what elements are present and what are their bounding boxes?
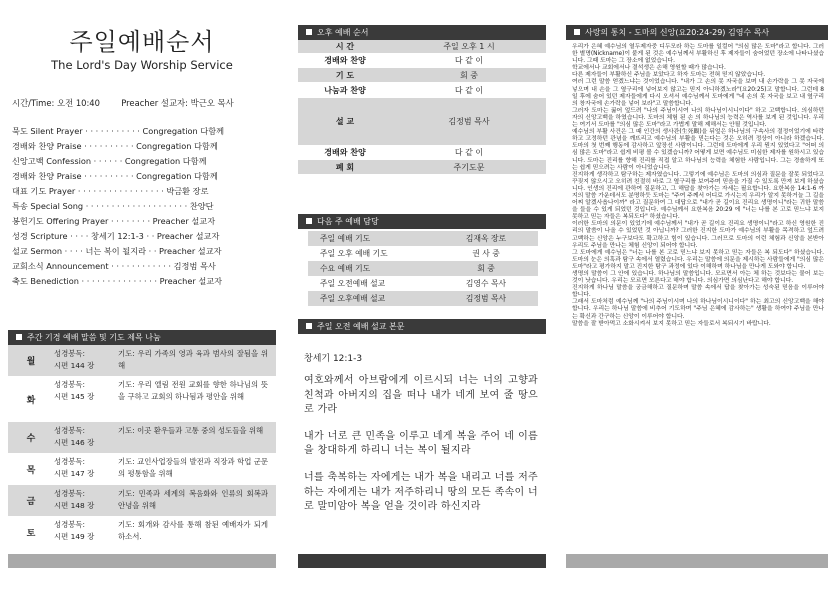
prayer-topic: 기도: 우리 엘림 전원 교회를 향한 하나님의 뜻을 구하고 교회의 하나됨과 평안을 위해 <box>118 380 268 401</box>
prayer-row <box>8 376 276 422</box>
square-bullet-icon <box>306 323 312 329</box>
reading-label: 성경봉독: <box>54 349 86 358</box>
order-item: 설교 Sermon · · · · 너는 복이 될지라 · · Preacher 설교자 <box>12 246 222 256</box>
next-week-value: 김재옥 장로 <box>465 234 507 243</box>
next-week-header <box>298 214 546 229</box>
afternoon-schedule-table <box>298 40 546 175</box>
footer-bar <box>298 554 546 568</box>
schedule-value: 회 중 <box>460 70 478 80</box>
meditation-paragraph: 말씀을 잘 받아먹고 소화시켜서 보지 못하고 믿는 자들로서 복되시기 바랍니다. <box>572 320 771 327</box>
prayer-row <box>8 422 276 453</box>
prayer-day: 월 <box>26 357 36 367</box>
reading-chapter: 시편 146 장 <box>54 438 95 447</box>
schedule-value: 다 같 이 <box>454 148 484 157</box>
prayer-row <box>8 345 276 376</box>
next-week-row <box>308 276 538 291</box>
worship-order-list <box>12 124 266 289</box>
afternoon-schedule-header <box>298 25 546 40</box>
square-bullet-icon <box>306 29 312 35</box>
prayer-row <box>8 485 276 516</box>
meditation-paragraph: 여러 그런 말씀 얻겠느냐는 것이었습니다. "내가 그 손의 못 자국을 보며 내 손가락을 그 못 자국에 넣으며 내 손을 그 옆구리에 넣어보지 않고는 믿지 아니하겠노라"(요20:25)고 말합니다. 그런데 8일 후에 숨어 있던 제자들에게 다시 오셔서 예수님께서 도마에게 "네 손의 못 자국을 보고 내 옆구리의 창자국에 손가락을 넣어 보라"고 말씀합니다. <box>572 79 824 107</box>
verse-paragraph: 여호와께서 아브람에게 이르시되 너는 너의 고향과 친척과 아버지의 집을 떠나 내가 네게 보여 줄 땅으로 가라 <box>304 375 538 416</box>
meditation-paragraph: 진지하게 생각하고 탐구하는 제자였습니다. 그렇기에 예수님은 도마의 의심과 질문을 잘못 되었다고 꾸짖지 않으시고 오히려 친절히 바로 그 옆구리를 보여주며 믿음을 가질 수 있도록 만져 보게 하셨습니다. 인생의 진리에 관하여 질문하고, 그 해답을 찾아가는 자세는 필요합니다. 요한복음 14:1-6 까지의 말씀 가운데서도 분명하듯 도마는 "주여 주께서 어디로 가시는지 우리가 알지 못하거늘 그 길을 어찌 알겠사옵나이까" 라고 질문하여 그 대답으로 "내가 곧 길이요 진리요 생명이니"라는 귀한 말씀을 들을 수 있게 되었던 것입니다. 예수님께서 요한복음 20:29 에 "너는 나를 본 고로 믿느냐 보지 못하고 믿는 자들은 복되도다" 하셨습니다. <box>572 171 824 221</box>
bulletin-title: 주일예배순서 <box>69 28 215 56</box>
schedule-role: 경배와 찬양 <box>324 56 366 65</box>
square-bullet-icon <box>574 29 580 35</box>
order-item: 신앙고백 Confession · · · · · · Congregation 다함께 <box>12 156 207 166</box>
afternoon-schedule-label: 오후 예배 순서 <box>317 28 369 37</box>
reading-chapter: 시편 144 장 <box>54 361 95 370</box>
next-week-role: 주일 오전예배 설교 <box>320 279 386 288</box>
prayer-topic: 기도: 교인사업장들의 발전과 직장과 학업 군문의 평통함을 위해 <box>118 457 268 478</box>
schedule-row <box>298 160 546 175</box>
reading-label: 성경봉독: <box>54 380 86 389</box>
schedule-role: 폐 회 <box>335 162 355 172</box>
prayer-topic: 기도: 민족과 세계의 복음화와 인류의 회복과 안녕을 위해 <box>118 489 268 510</box>
service-time: 시간/Time: 오전 10:40 Preacher 설교자: 박근오 목사 <box>12 98 234 108</box>
order-item: 성경 Scripture · · · · 창세기 12:1-3 · · Preacher 설교자 <box>12 231 220 241</box>
meditation-paragraph: 생명의 말씀이 그 안에 있습니다. 하나님의 말씀입니다. 모르면서 아는 체 하는 것보다는 물어 보는 것이 낫습니다. 우리는 모르면 모른다고 해야 합니다. 의심가면 의심난다고 해야 합니다. <box>572 271 824 285</box>
schedule-role: 기 도 <box>335 70 355 80</box>
meditation-header <box>566 25 828 40</box>
next-week-row <box>308 246 538 261</box>
prayer-reading <box>54 516 114 548</box>
schedule-value: 김정범 목사 <box>448 117 490 126</box>
next-week-role: 수요 예배 기도 <box>320 264 371 273</box>
schedule-row <box>298 146 546 160</box>
prayer-reading <box>54 376 114 422</box>
next-week-role: 주일 오후 예배 기도 <box>320 249 388 258</box>
schedule-row <box>298 83 546 98</box>
reading-label: 성경봉독: <box>54 489 86 498</box>
next-week-role: 주일 오후예배 설교 <box>320 294 386 303</box>
reading-chapter: 시편 145 장 <box>54 392 95 401</box>
prayer-reading <box>54 453 114 485</box>
prayer-topic: 기도: 우리 가족의 영과 육과 범사의 잘됨을 위해 <box>118 349 268 370</box>
schedule-value: 주일 오후 1 시 <box>443 42 495 51</box>
footer-bar <box>566 554 828 568</box>
meditation-paragraph: 그 도마에게 예수님은 "너는 나를 본 고로 믿느냐 보지 못하고 믿는 자들은 복 되도다" 하셨습니다. 도마의 눈은 의혹과 탐구 속에서 열렸습니다. 우리는 말씀에 의문을 제시하는 사람들에게 "의심 많은 도마"라고 평가하지 말고 진지한 탐구 과정에 있다 이해하며 하나님을 만나게 도와야 합니다. <box>572 249 824 270</box>
meditation-paragraph: 그래서 도마처럼 예수님께 "나의 주님이시며 나의 하나님이시니이다" 하는 최고의 신앙고백을 해야 합니다. 우리는 하나님 말씀에 비추어 기도하며 "주님 은혜에 감사하는" 생활을 하여야 주님을 만나는 확신과 간구하는 신앙이 이루어야 합니다. <box>572 299 824 320</box>
next-week-value: 김정범 목사 <box>465 294 507 303</box>
reading-label: 성경봉독: <box>54 520 86 529</box>
order-item: 교회소식 Announcement · · · · · · · · · · · · 김정범 목사 <box>12 261 216 271</box>
left-panel <box>8 0 276 590</box>
verse-paragraph: 너를 축복하는 자에게는 내가 복을 내리고 너를 저주하는 자에게는 내가 저주하리니 땅의 모든 족속이 너로 말미암아 복을 얻을 것이라 하신지라 <box>304 471 538 513</box>
next-week-value: 김영수 목사 <box>465 279 507 288</box>
next-week-label: 다음 주 예배 담당 <box>317 217 379 226</box>
meditation-paragraph: 그러자 도마는 꿇어 엎드려 "나의 주님이시여 나의 하나님이시니이다" 하고 고백합니다. 의심하던 자의 신앙고백을 하였습니다. 도마의 체험 된 손 의 하나님의 능력은 역사를 보게 된 것입니다. 우리는 여기서 도마를 "의심 많은 도마"라고 가볍게 말해 제해서는 안될 것입니다. <box>572 107 824 129</box>
prayer-day: 금 <box>26 497 36 507</box>
prayer-section-header <box>8 330 276 345</box>
next-week-role: 주일 예배 기도 <box>320 234 371 243</box>
reading-chapter: 시편 149 장 <box>54 532 95 541</box>
scripture-reference: 창세기 12:1-3 <box>304 354 363 364</box>
prayer-reading <box>54 422 114 453</box>
schedule-value: 주기도문 <box>453 162 485 172</box>
prayer-topic: 기도: 이곳 환우들과 고통 중의 성도들을 위해 <box>118 426 264 435</box>
middle-panel <box>298 0 546 590</box>
next-week-row <box>308 261 538 276</box>
reading-label: 성경봉독: <box>54 457 86 466</box>
prayer-reading <box>54 345 114 376</box>
verse-paragraph: 내가 너로 큰 민족을 이루고 네게 복을 주어 네 이름을 창대하게 하리니 너는 복이 될지라 <box>304 430 538 457</box>
square-bullet-icon <box>16 334 22 340</box>
order-item: 대표 기도 Prayer · · · · · · · · · · · · · · · · · 박금환 장로 <box>12 186 209 196</box>
scripture-text <box>304 374 538 527</box>
prayer-topic: 기도: 회개와 감사를 통해 참된 예배자가 되게하소서. <box>118 520 268 541</box>
next-week-row <box>308 291 538 306</box>
meditation-body <box>572 44 824 328</box>
order-item: 묵도 Silent Prayer · · · · · · · · · · · Congregation 다함께 <box>12 126 225 136</box>
meditation-paragraph: 예수님의 부활 사건은 그 때 인간의 생사관(生死觀)을 뒤엎은 하나님의 구속사의 절정이었기에 타락하고 고정하던 관념을 깨뜨리고 예수님의 부활을 믿는다는 것은 오히려 정상이 아니라 하겠습니다. 도마의 첫 번째 행동에 감사하고 앞장선 사람이니다. 그런데 도마에게 우리 뭔지 있었다고 "어떠 의심 많은 도마"라고 쉽게 비평 볼 수 있겠습니까? 어떻게 보면 예수님도 미심한 제자를 원하시고 있습니다. 도마는 진리를 향해 진리를 직접 알고 하나님의 능력을 체험한 사람입니다. 그는 경솔하게 또는 쉽게 믿으려는 사람이 아니었습니다. <box>572 129 824 171</box>
right-panel <box>566 0 828 590</box>
next-week-row <box>308 231 538 246</box>
prayer-day: 수 <box>26 434 36 444</box>
prayer-row <box>8 516 276 548</box>
schedule-role: 설 교 <box>335 117 355 126</box>
order-item: 경배와 찬양 Praise · · · · · · · · · · Congregation 다함께 <box>12 171 218 181</box>
next-week-table <box>308 231 538 306</box>
schedule-row <box>298 54 546 68</box>
meditation-title: 사랑의 통치 - 도마의 신앙(요20:24-29) 김영수 목사 <box>585 28 770 37</box>
square-bullet-icon <box>306 218 312 224</box>
prayer-reading <box>54 485 114 516</box>
prayer-day: 토 <box>26 528 36 539</box>
meditation-paragraph: 우리가 은혜 예수님의 열두제자중 디두모라 하는 도마를 일컬어 "의심 많은 도마"라고 합니다. 그러한 별명(Nickname)이 붙게 된 것은 예수님께서 부활하신 후 제자들이 숨어었던 장소에 나타나셨습니다. 그때 도마는 그 장소에 없었습니다. <box>572 44 824 65</box>
next-week-value: 회 중 <box>477 264 495 273</box>
meditation-paragraph: 다른 제자들이 부활하신 주님을 보았다고 하자 도마는 전혀 믿지 않았습니다. <box>572 72 766 79</box>
next-week-value: 권 사 중 <box>472 249 500 258</box>
order-item: 특송 Special Song · · · · · · · · · · · · · · · · · · · · 찬양단 <box>12 201 214 211</box>
schedule-value: 다 같 이 <box>454 56 484 65</box>
reading-chapter: 시편 148 장 <box>54 501 95 510</box>
reading-chapter: 시편 147 장 <box>54 469 95 478</box>
meditation-paragraph: 이러한 도마의 의문이 있었기에 예수님께서 "내가 곧 길이요 진리요 생명이니"라고 하신 영원한 진리의 말씀이 나올 수 있었던 것 아닙니까? 그러한 진지한 도마가 예수님의 부활을 목격하고 엎드려 고백하는 신앙은 누구보다도 확고하고 힘이 있습니다. 그러므로 도마의 이런 체험과 신앙을 본받아 우리도 주님을 만나는 체험 신앙이 되어야 합니다. <box>572 221 824 249</box>
schedule-role: 시 간 <box>335 42 355 51</box>
sermon-text-header <box>298 319 546 334</box>
prayer-day: 화 <box>26 395 36 406</box>
prayer-row <box>8 453 276 485</box>
schedule-row <box>298 98 546 146</box>
schedule-value: 다 같 이 <box>454 85 484 95</box>
order-item: 경배와 찬양 Praise · · · · · · · · · · Congregation 다함께 <box>12 141 218 151</box>
prayer-table <box>8 345 276 548</box>
order-item: 축도 Benediction · · · · · · · · · · · · · · · Preacher 설교자 <box>12 276 223 286</box>
schedule-row <box>298 68 546 83</box>
bulletin-subtitle: The Lord's Day Worship Service <box>51 58 233 72</box>
schedule-role: 경배와 찬양 <box>324 148 366 157</box>
reading-label: 성경봉독: <box>54 426 86 435</box>
footer-bar <box>8 554 276 568</box>
meditation-paragraph: 학교에서나 교회에서나 결석생은 손해 영원할 때가 많습니다. <box>572 65 726 72</box>
schedule-role: 나눔과 찬양 <box>324 85 366 95</box>
meditation-paragraph: 진지하게 하나님 말씀을 궁금해하고 질문하며 말씀 속에서 답을 찾아가는 성숙된 믿음을 이루어야 합니다. <box>572 285 824 299</box>
prayer-header-label: 주간 기경 예배 말씀 및 기도 제목 나눔 <box>27 333 161 342</box>
sermon-text-label: 주일 오전 예배 설교 본문 <box>317 322 405 331</box>
schedule-row <box>298 40 546 54</box>
order-item: 봉헌기도 Offering Prayer · · · · · · · · Preacher 설교자 <box>12 216 216 226</box>
prayer-day: 목 <box>26 465 36 476</box>
